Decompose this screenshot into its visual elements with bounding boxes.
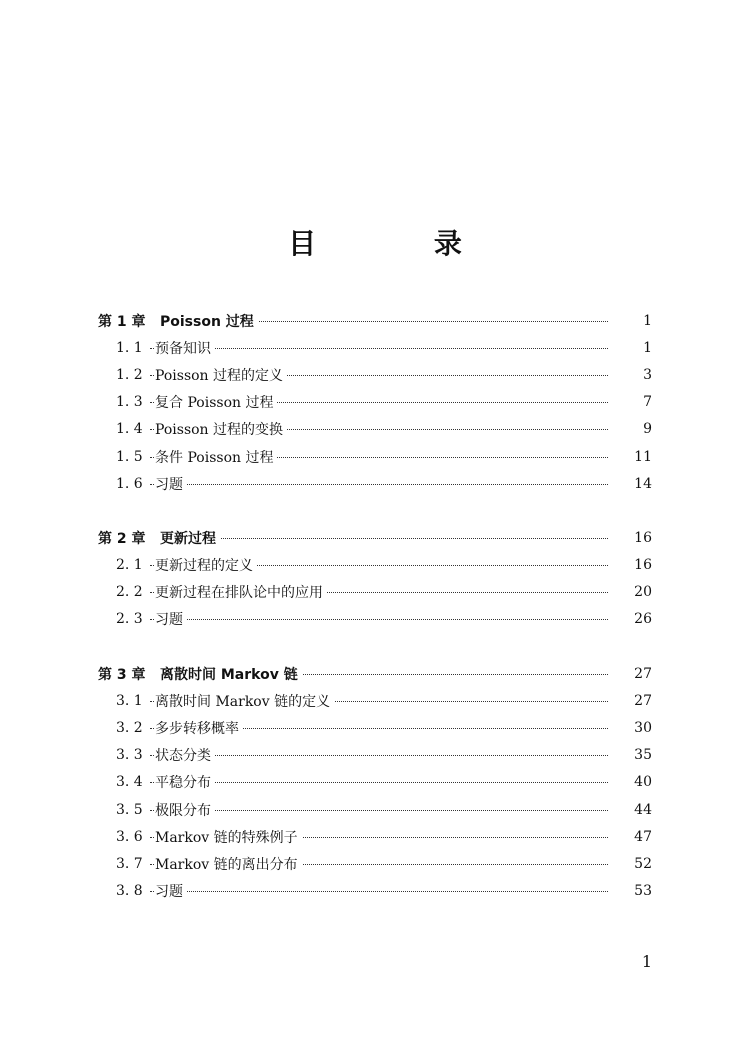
page-number: 1 (608, 340, 652, 356)
section-entry[interactable] (0, 714, 750, 741)
dot-leader (150, 782, 638, 783)
page-number: 11 (608, 449, 652, 465)
section-entry[interactable] (0, 769, 750, 796)
section-entry[interactable] (0, 443, 750, 470)
chapter-number: 第 3 章 (98, 664, 146, 684)
chapter-entry[interactable] (0, 524, 750, 551)
page-number: 20 (608, 584, 652, 600)
dot-leader (150, 755, 638, 756)
dot-leader (150, 619, 638, 620)
page-number: 3 (608, 367, 652, 383)
section-title: Markov 链的特殊例子 (155, 827, 302, 847)
section-entry[interactable] (0, 416, 750, 443)
section-number: 3. 5 (116, 801, 143, 818)
section-entry[interactable] (0, 823, 750, 850)
section-number: 3. 4 (116, 774, 143, 791)
page-number: 16 (608, 557, 652, 573)
section-number: 2. 3 (116, 611, 143, 628)
section-number: 3. 2 (116, 720, 143, 737)
section-entry[interactable] (0, 361, 750, 388)
section-number: 3. 3 (116, 747, 143, 764)
section-title: 习题 (155, 881, 187, 901)
page-number: 27 (608, 693, 652, 709)
section-title: Poisson 过程的定义 (155, 365, 287, 385)
section-number: 3. 7 (116, 855, 143, 872)
page-number: 9 (608, 421, 652, 437)
page-number: 1 (608, 313, 652, 329)
section-number: 1. 2 (116, 366, 143, 383)
dot-leader (160, 538, 638, 539)
chapter-3 (0, 660, 750, 905)
chapter-title: Poisson 过程 (160, 311, 258, 331)
chapter-2 (0, 524, 750, 633)
section-title: 状态分类 (155, 745, 215, 765)
section-number: 3. 6 (116, 828, 143, 845)
section-title: 离散时间 Markov 链的定义 (155, 691, 334, 711)
section-number: 1. 3 (116, 394, 143, 411)
section-title: 多步转移概率 (155, 718, 243, 738)
chapter-title: 离散时间 Markov 链 (160, 664, 302, 684)
section-entry[interactable] (0, 552, 750, 579)
section-entry[interactable] (0, 606, 750, 633)
section-title: 更新过程在排队论中的应用 (155, 582, 327, 602)
section-title: 习题 (155, 609, 187, 629)
page-number: 14 (608, 476, 652, 492)
section-title: 极限分布 (155, 800, 215, 820)
dot-leader (150, 810, 638, 811)
section-number: 3. 8 (116, 883, 143, 900)
section-entry[interactable] (0, 334, 750, 361)
page-title: 目 录 (288, 227, 516, 260)
dot-leader (150, 348, 638, 349)
chapter-entry[interactable] (0, 660, 750, 687)
chapter-entry[interactable] (0, 307, 750, 334)
chapter-1 (0, 307, 750, 497)
chapter-number: 第 1 章 (98, 311, 146, 331)
section-title: 更新过程的定义 (155, 555, 257, 575)
page-number: 53 (608, 883, 652, 899)
section-title: 复合 Poisson 过程 (155, 392, 277, 412)
chapter-title: 更新过程 (160, 528, 220, 548)
section-entry[interactable] (0, 878, 750, 905)
section-title: 条件 Poisson 过程 (155, 447, 277, 467)
table-of-contents (0, 307, 750, 932)
section-entry[interactable] (0, 579, 750, 606)
page-number: 16 (608, 530, 652, 546)
section-entry[interactable] (0, 796, 750, 823)
page-number: 47 (608, 829, 652, 845)
page-number: 52 (608, 856, 652, 872)
section-number: 1. 6 (116, 475, 143, 492)
page-number: 44 (608, 802, 652, 818)
section-entry[interactable] (0, 850, 750, 877)
section-entry[interactable] (0, 687, 750, 714)
section-number: 1. 1 (116, 339, 143, 356)
section-title: Markov 链的离出分布 (155, 854, 302, 874)
page-number: 30 (608, 720, 652, 736)
section-number: 2. 1 (116, 557, 143, 574)
page-number: 35 (608, 747, 652, 763)
page-number: 40 (608, 774, 652, 790)
section-number: 2. 2 (116, 584, 143, 601)
section-entry[interactable] (0, 470, 750, 497)
section-title: Poisson 过程的变换 (155, 419, 287, 439)
dot-leader (150, 891, 638, 892)
page-folio: 1 (641, 952, 652, 971)
section-entry[interactable] (0, 389, 750, 416)
page-number: 7 (608, 394, 652, 410)
section-number: 1. 4 (116, 421, 143, 438)
section-number: 3. 1 (116, 692, 143, 709)
section-title: 平稳分布 (155, 772, 215, 792)
chapter-number: 第 2 章 (98, 528, 146, 548)
dot-leader (150, 484, 638, 485)
section-title: 预备知识 (155, 338, 215, 358)
page-number: 27 (608, 666, 652, 682)
section-number: 1. 5 (116, 448, 143, 465)
section-entry[interactable] (0, 742, 750, 769)
page-number: 26 (608, 611, 652, 627)
section-title: 习题 (155, 474, 187, 494)
